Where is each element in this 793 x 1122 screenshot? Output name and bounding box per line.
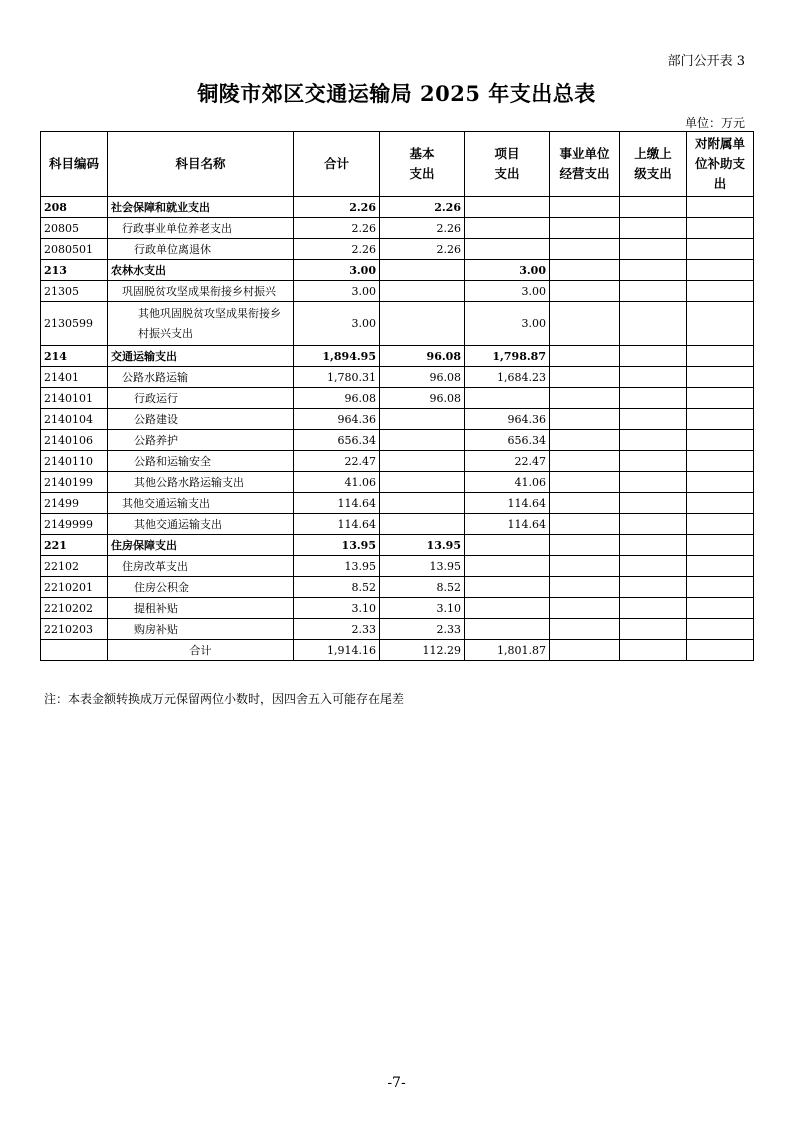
table-row bbox=[41, 281, 754, 302]
basic-amount: 96.08 bbox=[380, 388, 465, 409]
table-row bbox=[41, 430, 754, 451]
empty-cell bbox=[620, 197, 687, 218]
subject-code: 2140199 bbox=[41, 472, 108, 493]
subject-code: 21499 bbox=[41, 493, 108, 514]
subject-name: 其他公路水路运输支出 bbox=[108, 472, 294, 493]
total-amount: 2.26 bbox=[294, 218, 380, 239]
table-row bbox=[41, 197, 754, 218]
basic-amount bbox=[380, 514, 465, 535]
table-row bbox=[41, 535, 754, 556]
total-amount: 656.34 bbox=[294, 430, 380, 451]
basic-amount: 3.10 bbox=[380, 598, 465, 619]
page-number: -7- bbox=[387, 1075, 406, 1091]
total-amount: 1,780.31 bbox=[294, 367, 380, 388]
empty-cell bbox=[687, 346, 754, 367]
table-row bbox=[41, 493, 754, 514]
empty-cell bbox=[687, 493, 754, 514]
subject-name: 农林水支出 bbox=[108, 260, 294, 281]
table-number-label: 部门公开表 3 bbox=[667, 54, 745, 69]
basic-amount bbox=[380, 430, 465, 451]
basic-amount: 13.95 bbox=[380, 556, 465, 577]
subject-name: 提租补贴 bbox=[108, 598, 294, 619]
subject-code: 2210202 bbox=[41, 598, 108, 619]
subject-code: 2130599 bbox=[41, 302, 108, 346]
table-row bbox=[41, 346, 754, 367]
empty-cell bbox=[550, 451, 620, 472]
total-amount: 22.47 bbox=[294, 451, 380, 472]
basic-amount: 2.33 bbox=[380, 619, 465, 640]
subject-code: 2140110 bbox=[41, 451, 108, 472]
total-amount: 13.95 bbox=[294, 556, 380, 577]
empty-cell bbox=[550, 281, 620, 302]
subject-code: 21401 bbox=[41, 367, 108, 388]
project-amount bbox=[465, 239, 550, 260]
total-label: 合计 bbox=[108, 640, 294, 661]
basic-amount: 96.08 bbox=[380, 367, 465, 388]
project-amount: 3.00 bbox=[465, 281, 550, 302]
project-amount: 1,684.23 bbox=[465, 367, 550, 388]
project-amount: 656.34 bbox=[465, 430, 550, 451]
subject-code: 213 bbox=[41, 260, 108, 281]
subject-code: 214 bbox=[41, 346, 108, 367]
empty-cell bbox=[620, 493, 687, 514]
basic-amount bbox=[380, 451, 465, 472]
total-amount: 3.00 bbox=[294, 260, 380, 281]
header-cell: 合计 bbox=[294, 132, 380, 197]
empty-cell bbox=[550, 388, 620, 409]
header-cell: 对附属单 位补助支 出 bbox=[687, 132, 754, 197]
header-cell: 事业单位 经营支出 bbox=[550, 132, 620, 197]
subject-name: 住房改革支出 bbox=[108, 556, 294, 577]
subject-name: 公路和运输安全 bbox=[108, 451, 294, 472]
subject-name: 其他交通运输支出 bbox=[108, 514, 294, 535]
empty-cell bbox=[687, 619, 754, 640]
project-amount bbox=[465, 556, 550, 577]
empty-cell bbox=[550, 472, 620, 493]
empty-cell bbox=[550, 535, 620, 556]
project-amount: 114.64 bbox=[465, 514, 550, 535]
basic-amount: 8.52 bbox=[380, 577, 465, 598]
empty-cell bbox=[620, 260, 687, 281]
project-amount bbox=[465, 218, 550, 239]
empty-cell bbox=[687, 514, 754, 535]
project-amount: 3.00 bbox=[465, 260, 550, 281]
table-row bbox=[41, 577, 754, 598]
subject-code: 2140101 bbox=[41, 388, 108, 409]
header-cell: 项目 支出 bbox=[465, 132, 550, 197]
empty-cell bbox=[620, 218, 687, 239]
total-amount: 2.33 bbox=[294, 619, 380, 640]
empty-cell bbox=[620, 535, 687, 556]
subject-name: 购房补贴 bbox=[108, 619, 294, 640]
project-amount bbox=[465, 535, 550, 556]
project-amount: 114.64 bbox=[465, 493, 550, 514]
project-amount bbox=[465, 619, 550, 640]
table-row bbox=[41, 598, 754, 619]
empty-cell bbox=[687, 451, 754, 472]
total-project: 1,801.87 bbox=[465, 640, 550, 661]
empty-cell bbox=[687, 218, 754, 239]
table-row bbox=[41, 409, 754, 430]
table-row bbox=[41, 239, 754, 260]
empty-cell bbox=[550, 577, 620, 598]
empty-cell bbox=[620, 239, 687, 260]
empty-cell bbox=[687, 260, 754, 281]
table-row bbox=[41, 388, 754, 409]
empty-cell bbox=[620, 577, 687, 598]
project-amount bbox=[465, 598, 550, 619]
subject-name: 其他交通运输支出 bbox=[108, 493, 294, 514]
empty-cell bbox=[550, 346, 620, 367]
table-row bbox=[41, 260, 754, 281]
empty-cell bbox=[620, 409, 687, 430]
empty-cell bbox=[687, 577, 754, 598]
subject-name: 公路养护 bbox=[108, 430, 294, 451]
table-row bbox=[41, 619, 754, 640]
total-amount: 114.64 bbox=[294, 514, 380, 535]
basic-amount bbox=[380, 493, 465, 514]
empty-cell bbox=[550, 598, 620, 619]
subject-name: 住房公积金 bbox=[108, 577, 294, 598]
empty-cell bbox=[687, 197, 754, 218]
subject-code: 20805 bbox=[41, 218, 108, 239]
empty-cell bbox=[687, 556, 754, 577]
total-amount: 114.64 bbox=[294, 493, 380, 514]
table-row bbox=[41, 302, 754, 346]
total-amount: 2.26 bbox=[294, 197, 380, 218]
total-amount: 2.26 bbox=[294, 239, 380, 260]
empty-cell bbox=[620, 514, 687, 535]
empty-cell bbox=[550, 367, 620, 388]
empty-cell bbox=[620, 451, 687, 472]
empty-cell bbox=[550, 409, 620, 430]
footnote: 注：本表金额转换成万元保留两位小数时，因四舍五入可能存在尾差 bbox=[44, 692, 405, 706]
table-row bbox=[41, 367, 754, 388]
subject-code: 2210203 bbox=[41, 619, 108, 640]
total-amount: 3.00 bbox=[294, 302, 380, 346]
subject-code: 2210201 bbox=[41, 577, 108, 598]
subject-name: 其他巩固脱贫攻坚成果衔接乡村振兴支出 bbox=[108, 302, 294, 346]
empty-cell bbox=[687, 409, 754, 430]
empty-cell bbox=[550, 493, 620, 514]
empty-cell bbox=[550, 430, 620, 451]
table-row bbox=[41, 218, 754, 239]
project-amount: 1,798.87 bbox=[465, 346, 550, 367]
empty-cell bbox=[620, 619, 687, 640]
header-cell: 基本 支出 bbox=[380, 132, 465, 197]
empty-cell bbox=[620, 388, 687, 409]
subject-name: 行政事业单位养老支出 bbox=[108, 218, 294, 239]
basic-amount bbox=[380, 260, 465, 281]
table-row bbox=[41, 556, 754, 577]
empty-cell bbox=[550, 302, 620, 346]
page-title: 铜陵市郊区交通运输局 2025 年支出总表 bbox=[197, 81, 596, 106]
empty-cell bbox=[620, 367, 687, 388]
empty-cell bbox=[620, 281, 687, 302]
project-amount bbox=[465, 197, 550, 218]
empty-cell bbox=[687, 388, 754, 409]
basic-amount bbox=[380, 409, 465, 430]
unit-label: 单位：万元 bbox=[684, 116, 745, 130]
empty-cell bbox=[550, 239, 620, 260]
empty-cell bbox=[687, 430, 754, 451]
subject-name: 住房保障支出 bbox=[108, 535, 294, 556]
empty-cell bbox=[550, 218, 620, 239]
empty-cell bbox=[620, 598, 687, 619]
empty-cell bbox=[620, 556, 687, 577]
subject-code: 21305 bbox=[41, 281, 108, 302]
header-cell: 上缴上 级支出 bbox=[620, 132, 687, 197]
total-amount: 3.10 bbox=[294, 598, 380, 619]
empty-cell bbox=[620, 430, 687, 451]
empty-cell bbox=[550, 514, 620, 535]
total-amount: 8.52 bbox=[294, 577, 380, 598]
subject-code: 208 bbox=[41, 197, 108, 218]
empty-cell bbox=[620, 302, 687, 346]
empty-cell bbox=[620, 472, 687, 493]
basic-amount bbox=[380, 302, 465, 346]
project-amount: 964.36 bbox=[465, 409, 550, 430]
subject-name: 行政单位离退休 bbox=[108, 239, 294, 260]
project-amount: 22.47 bbox=[465, 451, 550, 472]
subject-name: 社会保障和就业支出 bbox=[108, 197, 294, 218]
header-cell: 科目名称 bbox=[108, 132, 294, 197]
basic-amount: 2.26 bbox=[380, 197, 465, 218]
total-amount: 1,914.16 bbox=[294, 640, 380, 661]
basic-amount: 2.26 bbox=[380, 218, 465, 239]
subject-code: 2140104 bbox=[41, 409, 108, 430]
empty-cell bbox=[687, 281, 754, 302]
table-row bbox=[41, 514, 754, 535]
basic-amount: 2.26 bbox=[380, 239, 465, 260]
basic-amount bbox=[380, 281, 465, 302]
project-amount: 41.06 bbox=[465, 472, 550, 493]
empty-cell bbox=[687, 598, 754, 619]
subject-name: 交通运输支出 bbox=[108, 346, 294, 367]
empty-cell bbox=[687, 472, 754, 493]
subject-name: 公路建设 bbox=[108, 409, 294, 430]
empty-cell bbox=[550, 556, 620, 577]
subject-code: 2140106 bbox=[41, 430, 108, 451]
header-cell: 科目编码 bbox=[41, 132, 108, 197]
total-amount: 96.08 bbox=[294, 388, 380, 409]
empty-cell bbox=[550, 197, 620, 218]
empty-cell bbox=[687, 535, 754, 556]
total-amount: 1,894.95 bbox=[294, 346, 380, 367]
subject-code: 2149999 bbox=[41, 514, 108, 535]
total-basic: 112.29 bbox=[380, 640, 465, 661]
empty-cell bbox=[620, 346, 687, 367]
table-row bbox=[41, 451, 754, 472]
subject-code: 2080501 bbox=[41, 239, 108, 260]
header-row bbox=[41, 132, 754, 197]
subject-code: 221 bbox=[41, 535, 108, 556]
expenditure-table bbox=[40, 131, 754, 661]
total-amount: 13.95 bbox=[294, 535, 380, 556]
subject-code: 22102 bbox=[41, 556, 108, 577]
empty-cell bbox=[687, 302, 754, 346]
subject-name: 公路水路运输 bbox=[108, 367, 294, 388]
basic-amount bbox=[380, 472, 465, 493]
project-amount bbox=[465, 388, 550, 409]
empty-cell bbox=[550, 260, 620, 281]
empty-cell bbox=[687, 239, 754, 260]
project-amount: 3.00 bbox=[465, 302, 550, 346]
empty-cell bbox=[687, 367, 754, 388]
total-amount: 41.06 bbox=[294, 472, 380, 493]
empty-cell bbox=[550, 619, 620, 640]
project-amount bbox=[465, 577, 550, 598]
basic-amount: 96.08 bbox=[380, 346, 465, 367]
subject-name: 行政运行 bbox=[108, 388, 294, 409]
total-amount: 3.00 bbox=[294, 281, 380, 302]
subject-name: 巩固脱贫攻坚成果衔接乡村振兴 bbox=[108, 281, 294, 302]
basic-amount: 13.95 bbox=[380, 535, 465, 556]
table-row bbox=[41, 472, 754, 493]
total-amount: 964.36 bbox=[294, 409, 380, 430]
total-row bbox=[41, 640, 754, 661]
